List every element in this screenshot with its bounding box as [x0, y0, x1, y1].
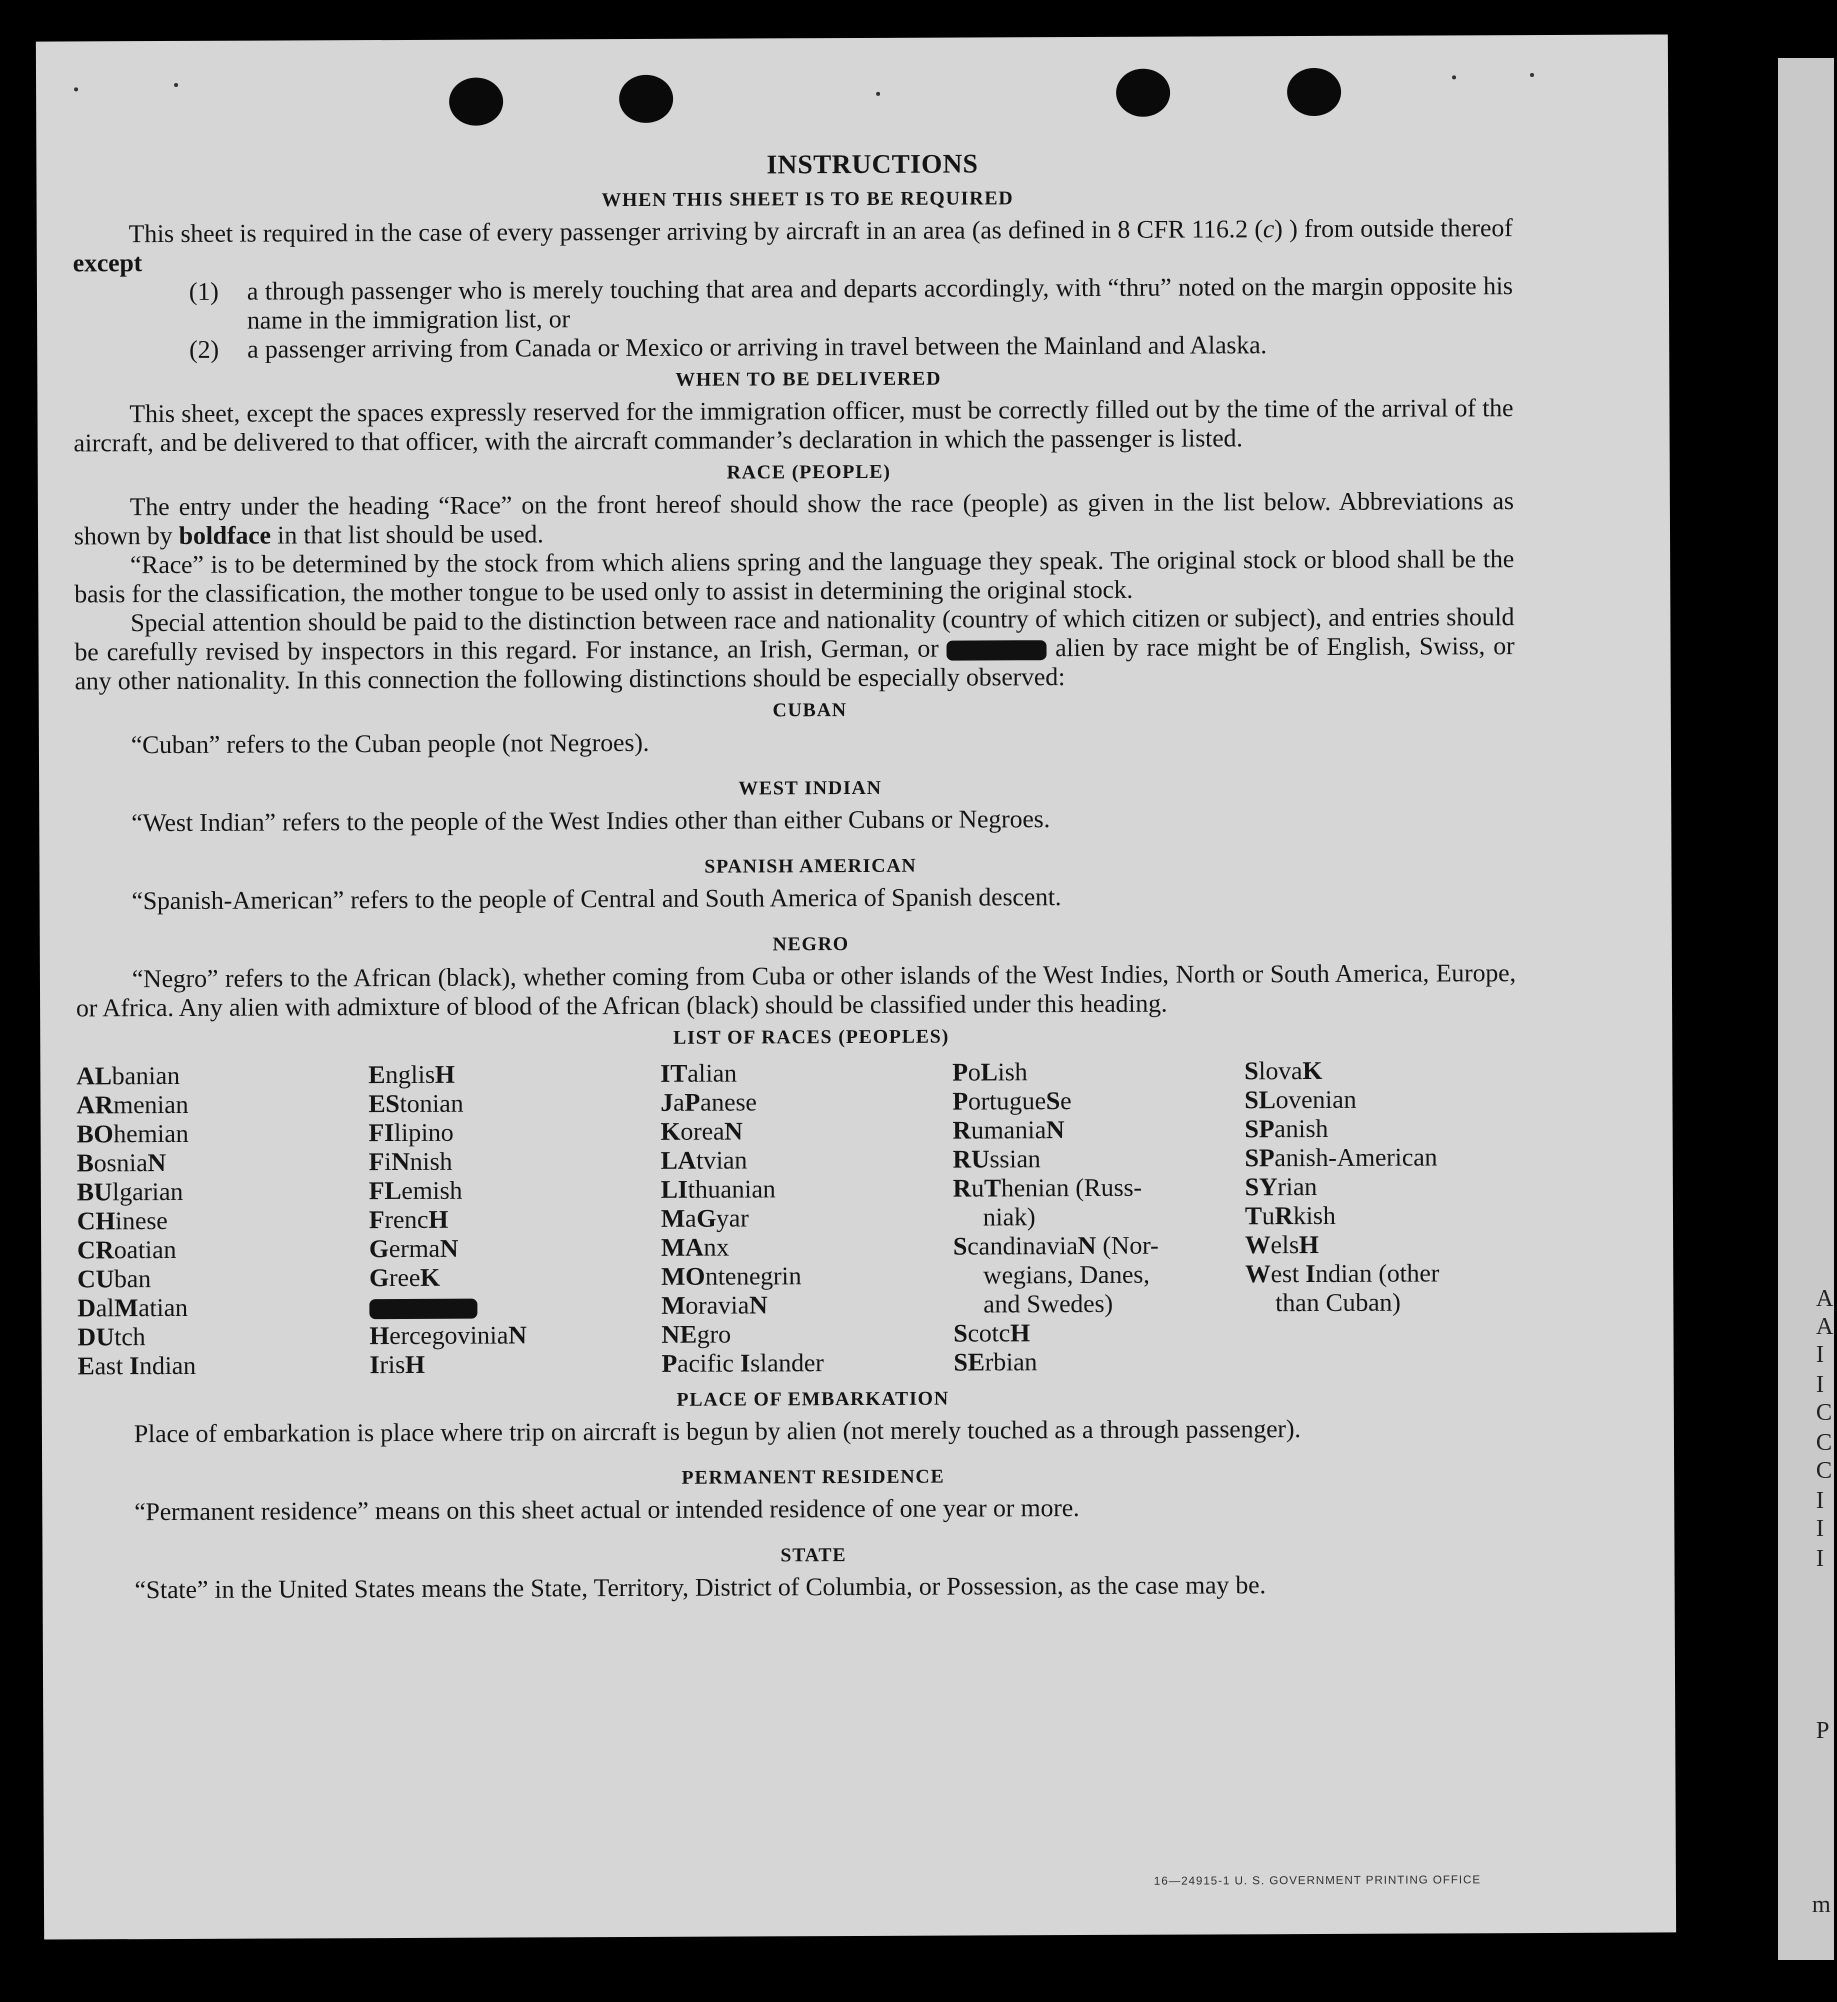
race-entry: TuRkish — [1244, 1200, 1336, 1231]
side-letter: m — [1812, 1892, 1831, 1918]
race-entry: MaGyar — [660, 1203, 749, 1233]
race-column — [368, 1059, 661, 1379]
heading-spanish-american: SPANISH AMERICAN — [704, 855, 917, 878]
race-entry: SPanish-American — [1244, 1142, 1438, 1173]
race-entry: JaPanese — [660, 1087, 757, 1117]
race-entry: FLemish — [368, 1175, 463, 1206]
race-entry: West Indian (other — [1245, 1258, 1440, 1289]
adjacent-sheet-edge — [1778, 58, 1834, 1960]
race-entry: GermaN — [369, 1233, 459, 1264]
redaction-mark — [369, 1299, 477, 1319]
item-text: a passenger arriving from Canada or Mexico or arriving in travel between the Mainland and Alaska. — [247, 330, 1267, 364]
race-entry: ScandinaviaN (Nor- — [953, 1230, 1159, 1261]
race-entry: CUban — [77, 1264, 152, 1294]
race-entry: ALbanian — [76, 1060, 180, 1091]
item-number: (2) — [189, 334, 220, 364]
race-paragraph-3: Special attention should be paid to the distinction between race and nationality (country of which citizen or subject), and entries should be carefully revised by inspectors in this regard. For instance, an Irish, German, or alien by race might be of English, Swiss, or any other nationality. In this connection the following distinctions should be especially observed: — [74, 602, 1515, 696]
race-entry: CRoatian — [77, 1234, 177, 1265]
speck — [174, 83, 178, 87]
page-title: INSTRUCTIONS — [766, 148, 979, 180]
side-letter: C — [1816, 1430, 1833, 1456]
race-paragraph-1: The entry under the heading “Race” on the front hereof should show the race (people) as given in the list below. Abbreviations as shown by boldface in that list should be used. — [73, 486, 1514, 551]
spanish-american-text: “Spanish-American” refers to the people of Central and South America of Spanish descent. — [131, 882, 1062, 916]
race-entry: DalMatian — [77, 1292, 188, 1323]
heading-race: RACE (PEOPLE) — [726, 461, 891, 484]
race-entry: PoLish — [952, 1057, 1028, 1087]
cuban-text: “Cuban” refers to the Cuban people (not Negroes). — [130, 727, 650, 760]
speck — [1530, 73, 1534, 77]
race-entry: WelsH — [1245, 1229, 1319, 1260]
race-entry: FrencH — [368, 1204, 449, 1235]
race-entry: KoreaN — [660, 1116, 743, 1146]
race-column — [76, 1060, 369, 1380]
race-entry: LIthuanian — [660, 1174, 776, 1204]
speck — [1452, 75, 1456, 79]
side-letter: I — [1816, 1372, 1824, 1398]
race-entry: NEgro — [661, 1319, 732, 1349]
heading-required: WHEN THIS SHEET IS TO BE REQUIRED — [601, 188, 1014, 212]
punch-hole — [1287, 68, 1341, 116]
state-text: “State” in the United States means the State, Territory, District of Columbia, or Possession, as the case may be. — [134, 1570, 1266, 1605]
race-entry: FIlipino — [368, 1117, 454, 1148]
race-entry: MoraviaN — [661, 1290, 768, 1320]
west-indian-text: “West Indian” refers to the people of the West Indies other than either Cubans or Negroes. — [131, 804, 1051, 838]
exception-item-2 — [189, 329, 1513, 364]
race-entry: EnglisH — [368, 1059, 455, 1090]
heading-state: STATE — [780, 1545, 847, 1567]
race-entry: MOntenegrin — [661, 1261, 802, 1291]
race-entry: MAnx — [661, 1232, 730, 1262]
side-letter: P — [1816, 1718, 1830, 1744]
required-intro: This sheet is required in the case of every passenger arriving by aircraft in an area (as defined in 8 CFR 116.2 (c) ) from outside thereof except — [72, 213, 1513, 278]
race-entry: ARmenian — [76, 1089, 189, 1120]
heading-residence: PERMANENT RESIDENCE — [681, 1466, 945, 1489]
print-code: 16—24915-1 U. S. GOVERNMENT PRINTING OFFICE — [1153, 1874, 1482, 1888]
race-entry: RumaniaN — [952, 1115, 1065, 1145]
heading-cuban: CUBAN — [772, 700, 848, 722]
race-entry: and Swedes) — [983, 1288, 1114, 1319]
side-letter: I — [1816, 1516, 1824, 1542]
race-entry: SlovaK — [1244, 1055, 1323, 1086]
side-letter: C — [1816, 1400, 1833, 1426]
race-entry: wegians, Danes, — [983, 1259, 1150, 1290]
race-entry: BOhemian — [76, 1118, 189, 1149]
race-entry: than Cuban) — [1275, 1287, 1401, 1318]
document-page — [36, 34, 1676, 1939]
side-letter: C — [1816, 1458, 1833, 1484]
heading-west-indian: WEST INDIAN — [738, 777, 882, 800]
residence-text: “Permanent residence” means on this sheet actual or intended residence of one year or more. — [134, 1493, 1080, 1527]
race-entry: HercegoviniaN — [369, 1320, 527, 1351]
race-entry: SLovenian — [1244, 1084, 1357, 1115]
race-entry: LAtvian — [660, 1145, 748, 1175]
punch-hole — [1116, 69, 1170, 117]
race-entry: SPanish — [1244, 1113, 1329, 1144]
speck — [876, 92, 880, 96]
race-entry: Pacific Islander — [661, 1348, 824, 1378]
race-entry: IrisH — [369, 1349, 425, 1380]
race-entry: SErbian — [953, 1347, 1038, 1377]
race-paragraph-2: “Race” is to be determined by the stock from which aliens spring and the language they speak. The original stock or blood shall be the basis for the classification, the mother tongue to be used only to assist in determining the original stock. — [74, 544, 1515, 609]
instructions-body — [72, 147, 1518, 1604]
race-entry: BosniaN — [76, 1148, 167, 1178]
race-entry: RuThenian (Russ- — [952, 1172, 1143, 1203]
race-entry: EStonian — [368, 1088, 464, 1119]
race-entry: East Indian — [77, 1350, 197, 1381]
race-entry: FiNnish — [368, 1146, 453, 1177]
race-column — [952, 1056, 1245, 1376]
punch-hole — [449, 78, 503, 126]
race-entry — [369, 1291, 661, 1321]
speck — [74, 87, 78, 91]
heading-list-of-races: LIST OF RACES (PEOPLES) — [673, 1026, 950, 1049]
embarkation-text: Place of embarkation is place where trip on aircraft is begun by alien (not merely touched as a through passenger). — [133, 1414, 1301, 1449]
negro-text: “Negro” refers to the African (black), whether coming from Cuba or other islands of the West Indies, North or South America, Europe, or Africa. Any alien with admixture of blood of the African (black) should be classified under this heading. — [76, 958, 1517, 1023]
side-letter: I — [1816, 1488, 1824, 1514]
item-number: (1) — [188, 276, 219, 306]
race-entry: CHinese — [76, 1206, 168, 1236]
redaction-mark — [947, 640, 1047, 660]
race-entry: BUlgarian — [76, 1176, 184, 1207]
heading-negro: NEGRO — [772, 934, 850, 956]
race-entry: niak) — [982, 1202, 1036, 1232]
heading-embarkation: PLACE OF EMBARKATION — [676, 1388, 950, 1411]
race-entry: PortugueSe — [952, 1086, 1072, 1116]
race-entry: ScotcH — [953, 1318, 1031, 1348]
heading-delivered: WHEN TO BE DELIVERED — [675, 368, 942, 391]
race-entry: RUssian — [952, 1144, 1041, 1174]
side-letter: I — [1816, 1546, 1824, 1572]
race-column — [1244, 1055, 1537, 1375]
race-list — [76, 1055, 1517, 1380]
item-text: a through passenger who is merely touching that area and departs accordingly, with “thru” noted on the margin opposite his name in the immigration list, or — [246, 271, 1514, 335]
side-letter: A — [1816, 1314, 1834, 1340]
punch-hole — [619, 75, 673, 123]
side-letter: A — [1816, 1286, 1834, 1312]
delivered-text: This sheet, except the spaces expressly reserved for the immigration officer, must be correctly filled out by the time of the arrival of the aircraft, and be delivered to that officer, with the aircraft commander’s declaration in which the passenger is listed. — [73, 393, 1514, 458]
race-entry: SYrian — [1244, 1171, 1318, 1202]
race-entry: GreeK — [369, 1262, 441, 1293]
race-entry: DUtch — [77, 1322, 146, 1352]
side-letter: I — [1816, 1342, 1824, 1368]
exception-item-1 — [189, 271, 1513, 335]
race-column — [660, 1058, 953, 1378]
race-entry: ITalian — [660, 1058, 737, 1088]
